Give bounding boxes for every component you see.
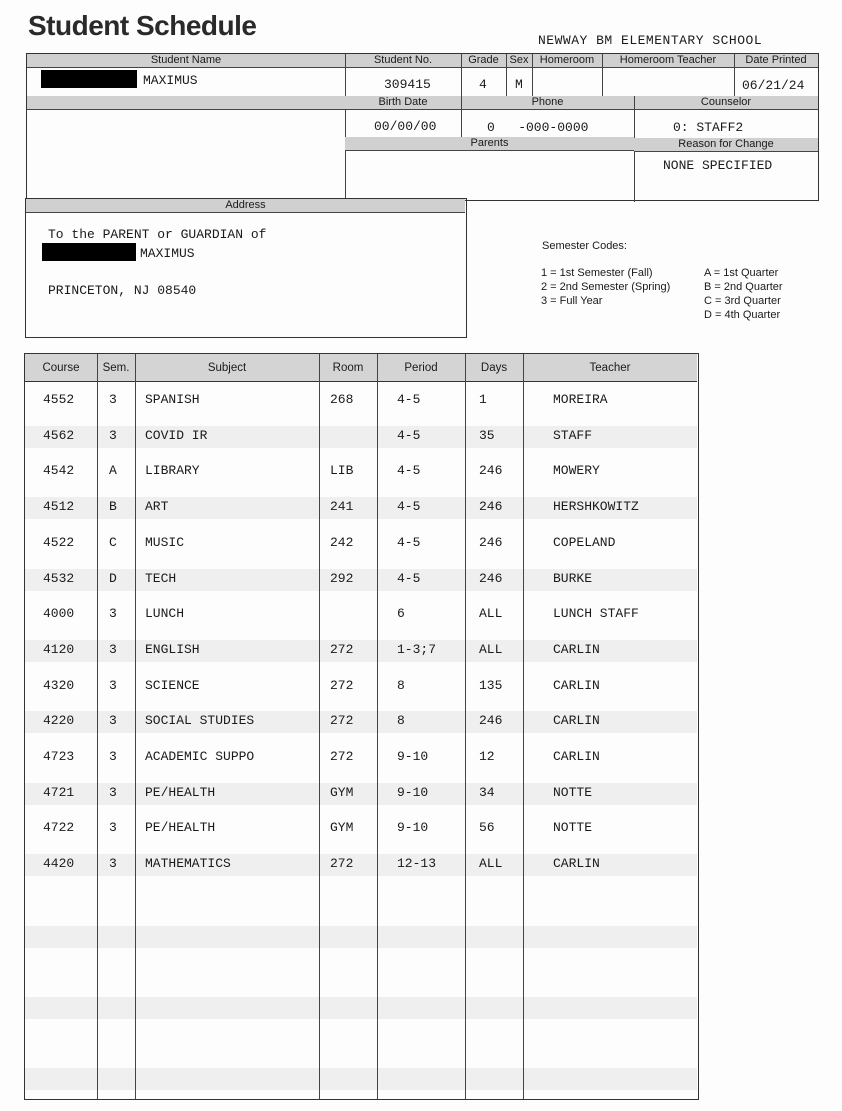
counselor-value: 0: STAFF2 (673, 120, 744, 135)
student-no-value: 309415 (384, 77, 431, 92)
cell-period: 4-5 (397, 499, 421, 515)
table-row (25, 707, 697, 737)
cell-room: GYM (330, 784, 354, 800)
cell-period: 4-5 (397, 463, 421, 479)
cell-course: 4522 (43, 534, 75, 550)
schedule-table (24, 353, 699, 1100)
row-band (25, 926, 697, 948)
sex-value: M (515, 77, 523, 92)
cell-sem: 3 (109, 856, 117, 872)
address-box (25, 198, 467, 338)
col-teacher: Teacher (589, 362, 631, 374)
cell-period: 4-5 (397, 570, 421, 586)
cell-course: 4722 (43, 820, 75, 836)
cell-course: 4000 (43, 606, 75, 622)
row-band (25, 1068, 697, 1090)
label-student-name: Student Name (27, 54, 345, 68)
cell-subject: SPANISH (145, 392, 200, 407)
label-homeroom-teacher: Homeroom Teacher (602, 54, 734, 68)
cell-room: 272 (330, 677, 354, 693)
cell-sem: 3 (109, 392, 117, 407)
address-line-1: To the PARENT or GUARDIAN of (48, 227, 267, 242)
cell-subject: SCIENCE (145, 677, 200, 693)
table-row (25, 529, 697, 559)
cell-days: 246 (479, 463, 503, 479)
cell-room: GYM (330, 820, 354, 836)
table-row (25, 743, 697, 773)
cell-days: ALL (479, 856, 503, 872)
cell-period: 9-10 (397, 820, 429, 836)
code-c: C = 3rd Quarter (704, 295, 781, 307)
cell-subject: ENGLISH (145, 641, 200, 657)
cell-days: ALL (479, 606, 503, 622)
cell-teacher: COPELAND (553, 534, 616, 550)
label-phone: Phone (461, 96, 634, 110)
cell-sem: 3 (109, 427, 117, 443)
cell-subject: COVID IR (145, 427, 208, 443)
cell-days: 246 (479, 534, 503, 550)
cell-days: 246 (479, 713, 503, 729)
table-row (25, 779, 697, 809)
cell-subject: ACADEMIC SUPPO (145, 749, 255, 764)
redacted-name-bar (41, 70, 137, 88)
table-row (25, 422, 697, 452)
label-counselor: Counselor (634, 96, 818, 110)
cell-room: LIB (330, 463, 354, 479)
table-row (25, 600, 697, 630)
page-title: Student Schedule (28, 10, 257, 41)
cell-period: 9-10 (397, 784, 429, 800)
cell-subject: TECH (145, 570, 177, 586)
cell-room: 268 (330, 392, 354, 407)
cell-room: 272 (330, 856, 354, 872)
cell-period: 4-5 (397, 534, 421, 550)
cell-course: 4721 (43, 784, 75, 800)
date-printed-value: 06/21/24 (742, 78, 805, 93)
code-d: D = 4th Quarter (704, 309, 781, 321)
reason-value: NONE SPECIFIED (663, 158, 773, 173)
student-info-box (26, 53, 819, 201)
address-line-3: PRINCETON, NJ 08540 (48, 283, 197, 298)
cell-period: 4-5 (397, 392, 421, 407)
cell-teacher: NOTTE (553, 784, 593, 800)
cell-days: 12 (479, 749, 495, 764)
semester-codes-left (541, 266, 670, 308)
cell-course: 4532 (43, 570, 75, 586)
cell-teacher: MOWERY (553, 463, 600, 479)
cell-subject: PE/HEALTH (145, 820, 216, 836)
cell-sem: 3 (109, 713, 117, 729)
col-period: Period (404, 362, 438, 374)
cell-room: 272 (330, 749, 354, 764)
cell-teacher: CARLIN (553, 749, 600, 764)
cell-days: 35 (479, 427, 495, 443)
cell-sem: A (109, 463, 117, 479)
birth-date-value: 00/00/00 (374, 119, 437, 134)
cell-course: 4120 (43, 641, 75, 657)
table-row (25, 850, 697, 880)
cell-subject: ART (145, 499, 169, 515)
label-grade: Grade (461, 54, 506, 68)
cell-period: 6 (397, 606, 405, 622)
table-row (25, 565, 697, 595)
cell-sem: C (109, 534, 117, 550)
cell-sem: 3 (109, 641, 117, 657)
col-sem: Sem. (102, 362, 130, 374)
cell-teacher: NOTTE (553, 820, 593, 836)
row-band (25, 997, 697, 1019)
cell-sem: 3 (109, 606, 117, 622)
table-row (25, 457, 697, 487)
cell-subject: PE/HEALTH (145, 784, 216, 800)
label-date-printed: Date Printed (734, 54, 818, 68)
cell-teacher: LUNCH STAFF (553, 606, 639, 622)
cell-room: 242 (330, 534, 354, 550)
cell-room: 272 (330, 641, 354, 657)
table-row (25, 636, 697, 666)
cell-period: 4-5 (397, 427, 421, 443)
grade-value: 4 (479, 77, 487, 92)
code-3: 3 = Full Year (541, 295, 603, 307)
cell-sem: 3 (109, 820, 117, 836)
cell-days: 135 (479, 677, 503, 693)
label-sex: Sex (506, 54, 532, 68)
label-birth-date: Birth Date (345, 96, 461, 110)
col-course: Course (42, 362, 80, 374)
code-b: B = 2nd Quarter (704, 281, 783, 293)
cell-sem: B (109, 499, 117, 515)
school-name: NEWWAY BM ELEMENTARY SCHOOL (538, 33, 763, 48)
cell-room: 272 (330, 713, 354, 729)
cell-sem: 3 (109, 784, 117, 800)
cell-teacher: CARLIN (553, 641, 600, 657)
label-address: Address (26, 199, 465, 213)
table-row (25, 814, 697, 844)
student-name-value: MAXIMUS (143, 73, 198, 88)
cell-room: 292 (330, 570, 354, 586)
cell-course: 4220 (43, 713, 75, 729)
cell-period: 9-10 (397, 749, 429, 764)
cell-teacher: STAFF (553, 427, 593, 443)
cell-period: 12-13 (397, 856, 437, 872)
cell-subject: SOCIAL STUDIES (145, 713, 255, 729)
cell-course: 4723 (43, 749, 75, 764)
cell-days: 246 (479, 570, 503, 586)
cell-period: 1-3;7 (397, 641, 437, 657)
name-spacer-bar (27, 96, 345, 110)
code-a: A = 1st Quarter (704, 267, 779, 279)
cell-teacher: MOREIRA (553, 392, 608, 407)
cell-sem: 3 (109, 677, 117, 693)
label-student-no: Student No. (345, 54, 461, 68)
cell-days: 246 (479, 499, 503, 515)
cell-course: 4512 (43, 499, 75, 515)
code-2: 2 = 2nd Semester (Spring) (541, 281, 671, 293)
label-homeroom: Homeroom (532, 54, 602, 68)
cell-room: 241 (330, 499, 354, 515)
cell-days: 34 (479, 784, 495, 800)
cell-teacher: BURKE (553, 570, 593, 586)
code-1: 1 = 1st Semester (Fall) (541, 267, 653, 279)
label-reason-for-change: Reason for Change (634, 138, 818, 152)
cell-teacher: HERSHKOWITZ (553, 499, 639, 515)
table-row (25, 386, 697, 416)
cell-subject: MATHEMATICS (145, 856, 231, 872)
semester-codes-right (704, 266, 783, 322)
phone-value: 0 -000-0000 (487, 120, 589, 135)
cell-subject: LUNCH (145, 606, 185, 622)
cell-course: 4552 (43, 392, 75, 407)
cell-sem: D (109, 570, 117, 586)
cell-days: ALL (479, 641, 503, 657)
cell-subject: MUSIC (145, 534, 185, 550)
col-days: Days (480, 362, 508, 374)
cell-course: 4542 (43, 463, 75, 479)
redacted-address-name-bar (42, 243, 136, 261)
cell-teacher: CARLIN (553, 677, 600, 693)
cell-days: 1 (479, 392, 487, 407)
cell-course: 4420 (43, 856, 75, 872)
cell-course: 4562 (43, 427, 75, 443)
label-parents: Parents (345, 137, 634, 151)
cell-period: 8 (397, 713, 405, 729)
semester-codes-title: Semester Codes: (542, 240, 627, 252)
cell-subject: LIBRARY (145, 463, 200, 479)
cell-course: 4320 (43, 677, 75, 693)
table-row (25, 672, 697, 702)
cell-teacher: CARLIN (553, 856, 600, 872)
cell-period: 8 (397, 677, 405, 693)
table-row (25, 493, 697, 523)
col-room: Room (332, 362, 364, 374)
cell-days: 56 (479, 820, 495, 836)
cell-teacher: CARLIN (553, 713, 600, 729)
address-line-2: MAXIMUS (140, 246, 195, 261)
col-subject: Subject (207, 362, 247, 374)
cell-sem: 3 (109, 749, 117, 764)
